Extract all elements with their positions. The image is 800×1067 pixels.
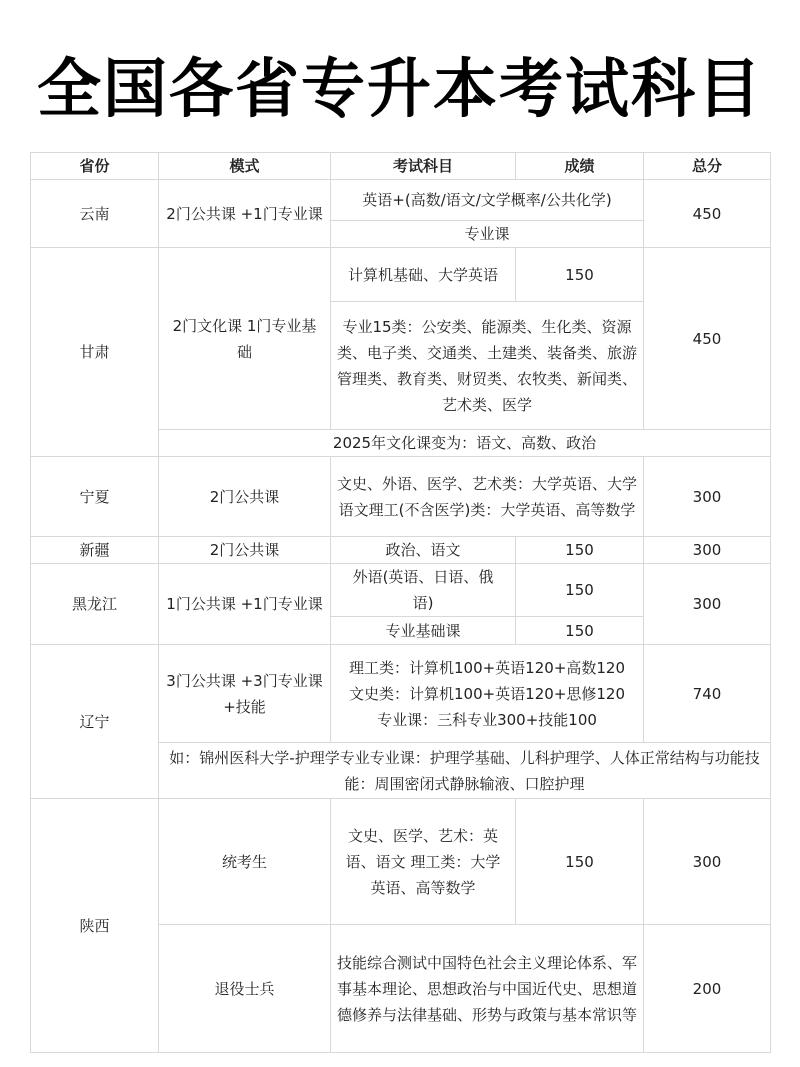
total-cell: 300 <box>644 457 771 537</box>
subject-cell: 政治、语文 <box>331 537 516 564</box>
table-row <box>31 564 771 617</box>
page-title: 全国各省专升本考试科目 <box>37 53 763 127</box>
subject-line: 理工类：计算机100+英语120+高数120 <box>348 658 626 677</box>
total-cell: 450 <box>644 180 771 248</box>
province-cell: 陕西 <box>31 799 159 1053</box>
subject-cell: 专业15类：公安类、能源类、生化类、资源类、电子类、交通类、土建类、装备类、旅游管理类、教育类、财贸类、农牧类、新闻类、艺术类、医学 <box>331 302 644 430</box>
score-cell: 150 <box>516 617 644 645</box>
note-cell: 2025年文化课变为：语文、高数、政治 <box>159 430 771 457</box>
subject-cell: 英语+(高数/语文/文学概率/公共化学) <box>331 180 644 221</box>
mode-cell: 2门公共课 <box>159 457 331 537</box>
score-cell: 150 <box>516 537 644 564</box>
mode-cell: 2门文化课 1门专业基础 <box>159 248 331 430</box>
subject-cell: 计算机基础、大学英语 <box>331 248 516 302</box>
header-subject: 考试科目 <box>331 153 516 180</box>
header-score: 成绩 <box>516 153 644 180</box>
mode-cell: 1门公共课 +1门专业课 <box>159 564 331 645</box>
score-cell: 150 <box>516 564 644 617</box>
subject-cell: 专业课 <box>331 221 644 248</box>
table-row <box>31 537 771 564</box>
subject-cell <box>331 645 644 743</box>
table-row <box>31 180 771 221</box>
subject-cell: 文史、外语、医学、艺术类：大学英语、大学语文理工(不含医学)类：大学英语、高等数学 <box>331 457 644 537</box>
header-total: 总分 <box>644 153 771 180</box>
header-province: 省份 <box>31 153 159 180</box>
header-mode: 模式 <box>159 153 331 180</box>
province-cell: 黑龙江 <box>31 564 159 645</box>
total-cell: 300 <box>644 564 771 645</box>
table-row <box>31 457 771 537</box>
table-row <box>31 248 771 302</box>
mode-cell: 2门公共课 <box>159 537 331 564</box>
exam-subjects-table <box>30 152 771 1053</box>
subject-cell: 外语(英语、日语、俄语) <box>331 564 516 617</box>
total-cell: 300 <box>644 537 771 564</box>
subject-line: 专业课：三科专业300+技能100 <box>377 710 597 729</box>
score-cell: 150 <box>516 799 644 925</box>
mode-cell: 统考生 <box>159 799 331 925</box>
table-row <box>31 799 771 925</box>
province-cell: 辽宁 <box>31 645 159 799</box>
subject-cell: 技能综合测试中国特色社会主义理论体系、军事基本理论、思想政治与中国近代史、思想道德修养与法律基础、形势与政策与基本常识等 <box>331 925 644 1053</box>
province-cell: 宁夏 <box>31 457 159 537</box>
subject-line: 文史类：计算机100+英语120+思修120 <box>348 684 626 703</box>
province-cell: 新疆 <box>31 537 159 564</box>
total-cell: 300 <box>644 799 771 925</box>
province-cell: 甘肃 <box>31 248 159 457</box>
mode-cell: 2门公共课 +1门专业课 <box>159 180 331 248</box>
mode-cell: 3门公共课 +3门专业课+技能 <box>159 645 331 743</box>
score-cell: 150 <box>516 248 644 302</box>
subject-cell: 文史、医学、艺术：英语、语文 理工类：大学英语、高等数学 <box>331 799 516 925</box>
table-header <box>31 153 771 180</box>
province-cell: 云南 <box>31 180 159 248</box>
total-cell: 740 <box>644 645 771 743</box>
total-cell: 200 <box>644 925 771 1053</box>
mode-cell: 退役士兵 <box>159 925 331 1053</box>
table-row <box>31 645 771 743</box>
note-cell: 如：锦州医科大学-护理学专业专业课：护理学基础、儿科护理学、人体正常结构与功能技能：周围密闭式静脉输液、口腔护理 <box>159 743 771 799</box>
total-cell: 450 <box>644 248 771 430</box>
subject-cell: 专业基础课 <box>331 617 516 645</box>
